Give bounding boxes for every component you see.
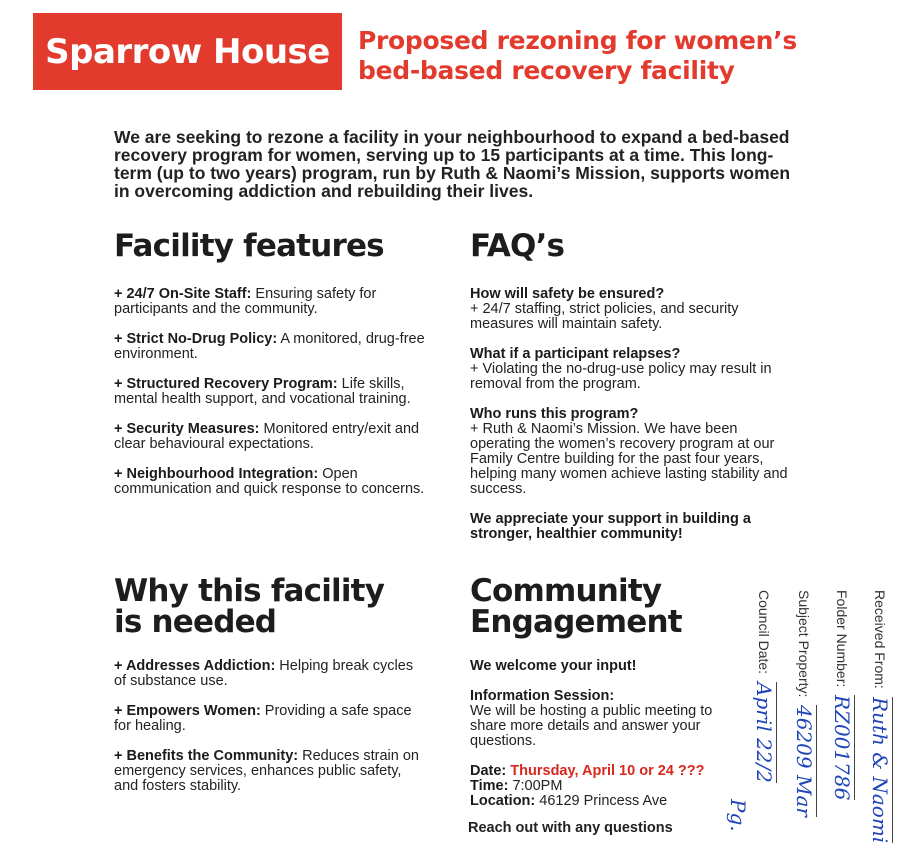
engagement-section: [470, 659, 745, 824]
contact-prompt: Reach out with any questions: [468, 820, 673, 836]
intake-stamp: [726, 590, 905, 843]
event-details: Date: Thursday, April 10 or 24 ??? Time: 7:00PM Location: 46129 Princess Ave: [470, 763, 705, 809]
stamp-property: Subject Property: 46209 Mar: [792, 590, 816, 818]
faq-question: How will safety be ensured?: [470, 286, 665, 302]
handwritten-received: Ruth & Naomi: [868, 696, 892, 843]
faq-item: [470, 407, 790, 497]
faq-question: What if a participant relapses?: [470, 346, 681, 362]
feature-item: + 24/7 On-Site Staff: Ensuring safety for participants and the community.: [114, 286, 377, 317]
stamp-folder: Folder Number: RZ001786: [830, 590, 854, 801]
stamp-received: Received From: Ruth & Naomi: [868, 590, 892, 843]
event-time: 7:00PM: [512, 778, 563, 794]
why-item: + Addresses Addiction: Helping break cycles of substance use.: [114, 658, 414, 689]
event-date: Thursday, April 10 or 24 ???: [510, 763, 705, 779]
handwritten-folder: RZ001786: [830, 695, 854, 801]
engagement-heading: Community Engagement: [470, 573, 682, 640]
sparrow-house-logo: [33, 13, 342, 90]
why-heading: Why this facility is needed: [114, 573, 385, 640]
faq-item: [470, 287, 790, 332]
stamp-council: Council Date: April 22/2: [752, 590, 776, 783]
headline-line-1: Proposed rezoning for women’s: [358, 26, 797, 55]
welcome-text: We welcome your input!: [470, 658, 637, 674]
faq-answer: + 24/7 staffing, strict policies, and security measures will maintain safety.: [470, 301, 739, 332]
faq-item: [470, 347, 790, 392]
info-session: Information Session: We will be hosting a public meeting to share more details and answer your questions.: [470, 688, 713, 749]
why-item: + Benefits the Community: Reduces strain on emergency services, enhances public safety, and fosters stability.: [114, 748, 419, 794]
feature-item: + Structured Recovery Program: Life skills, mental health support, and vocational training.: [114, 376, 411, 407]
feature-item: + Security Measures: Monitored entry/exit and clear behavioural expectations.: [114, 421, 420, 452]
stamp-page-mark: Pg.: [726, 799, 750, 832]
faq-question: Who runs this program?: [470, 406, 639, 422]
why-item: + Empowers Women: Providing a safe space for healing.: [114, 703, 412, 734]
features-heading: Facility features: [114, 228, 384, 264]
faq-answer: + Violating the no-drug-use policy may result in removal from the program.: [470, 361, 772, 392]
handwritten-property: 46209 Mar: [792, 705, 816, 818]
faq-heading: FAQ’s: [470, 228, 565, 264]
intro-paragraph: We are seeking to rezone a facility in your neighbourhood to expand a bed-based recovery program for women, serving up to 15 participants at a time. This long-term (up to two years) program, run by Ruth & Naomi’s Mission, supports women in overcoming addiction and rebuilding their lives.: [114, 127, 791, 201]
event-location: 46129 Princess Ave: [539, 793, 668, 809]
faq-answer: + Ruth & Naomi’s Mission. We have been operating the women’s recovery program at our Family Centre building for the past four years, helping many women achieve lasting stability and success.: [470, 421, 788, 497]
page-headline: [358, 26, 828, 86]
headline-line-2: bed-based recovery facility: [358, 56, 735, 85]
logo-text: Sparrow House: [45, 31, 330, 72]
handwritten-council: April 22/2: [752, 681, 776, 783]
faq-closing: We appreciate your support in building a stronger, healthier community!: [470, 511, 751, 542]
feature-item: + Neighbourhood Integration: Open communication and quick response to concerns.: [114, 466, 425, 497]
features-list: [114, 287, 434, 512]
why-list: [114, 659, 424, 809]
feature-item: + Strict No-Drug Policy: A monitored, drug-free environment.: [114, 331, 425, 362]
faq-list: [470, 287, 790, 557]
